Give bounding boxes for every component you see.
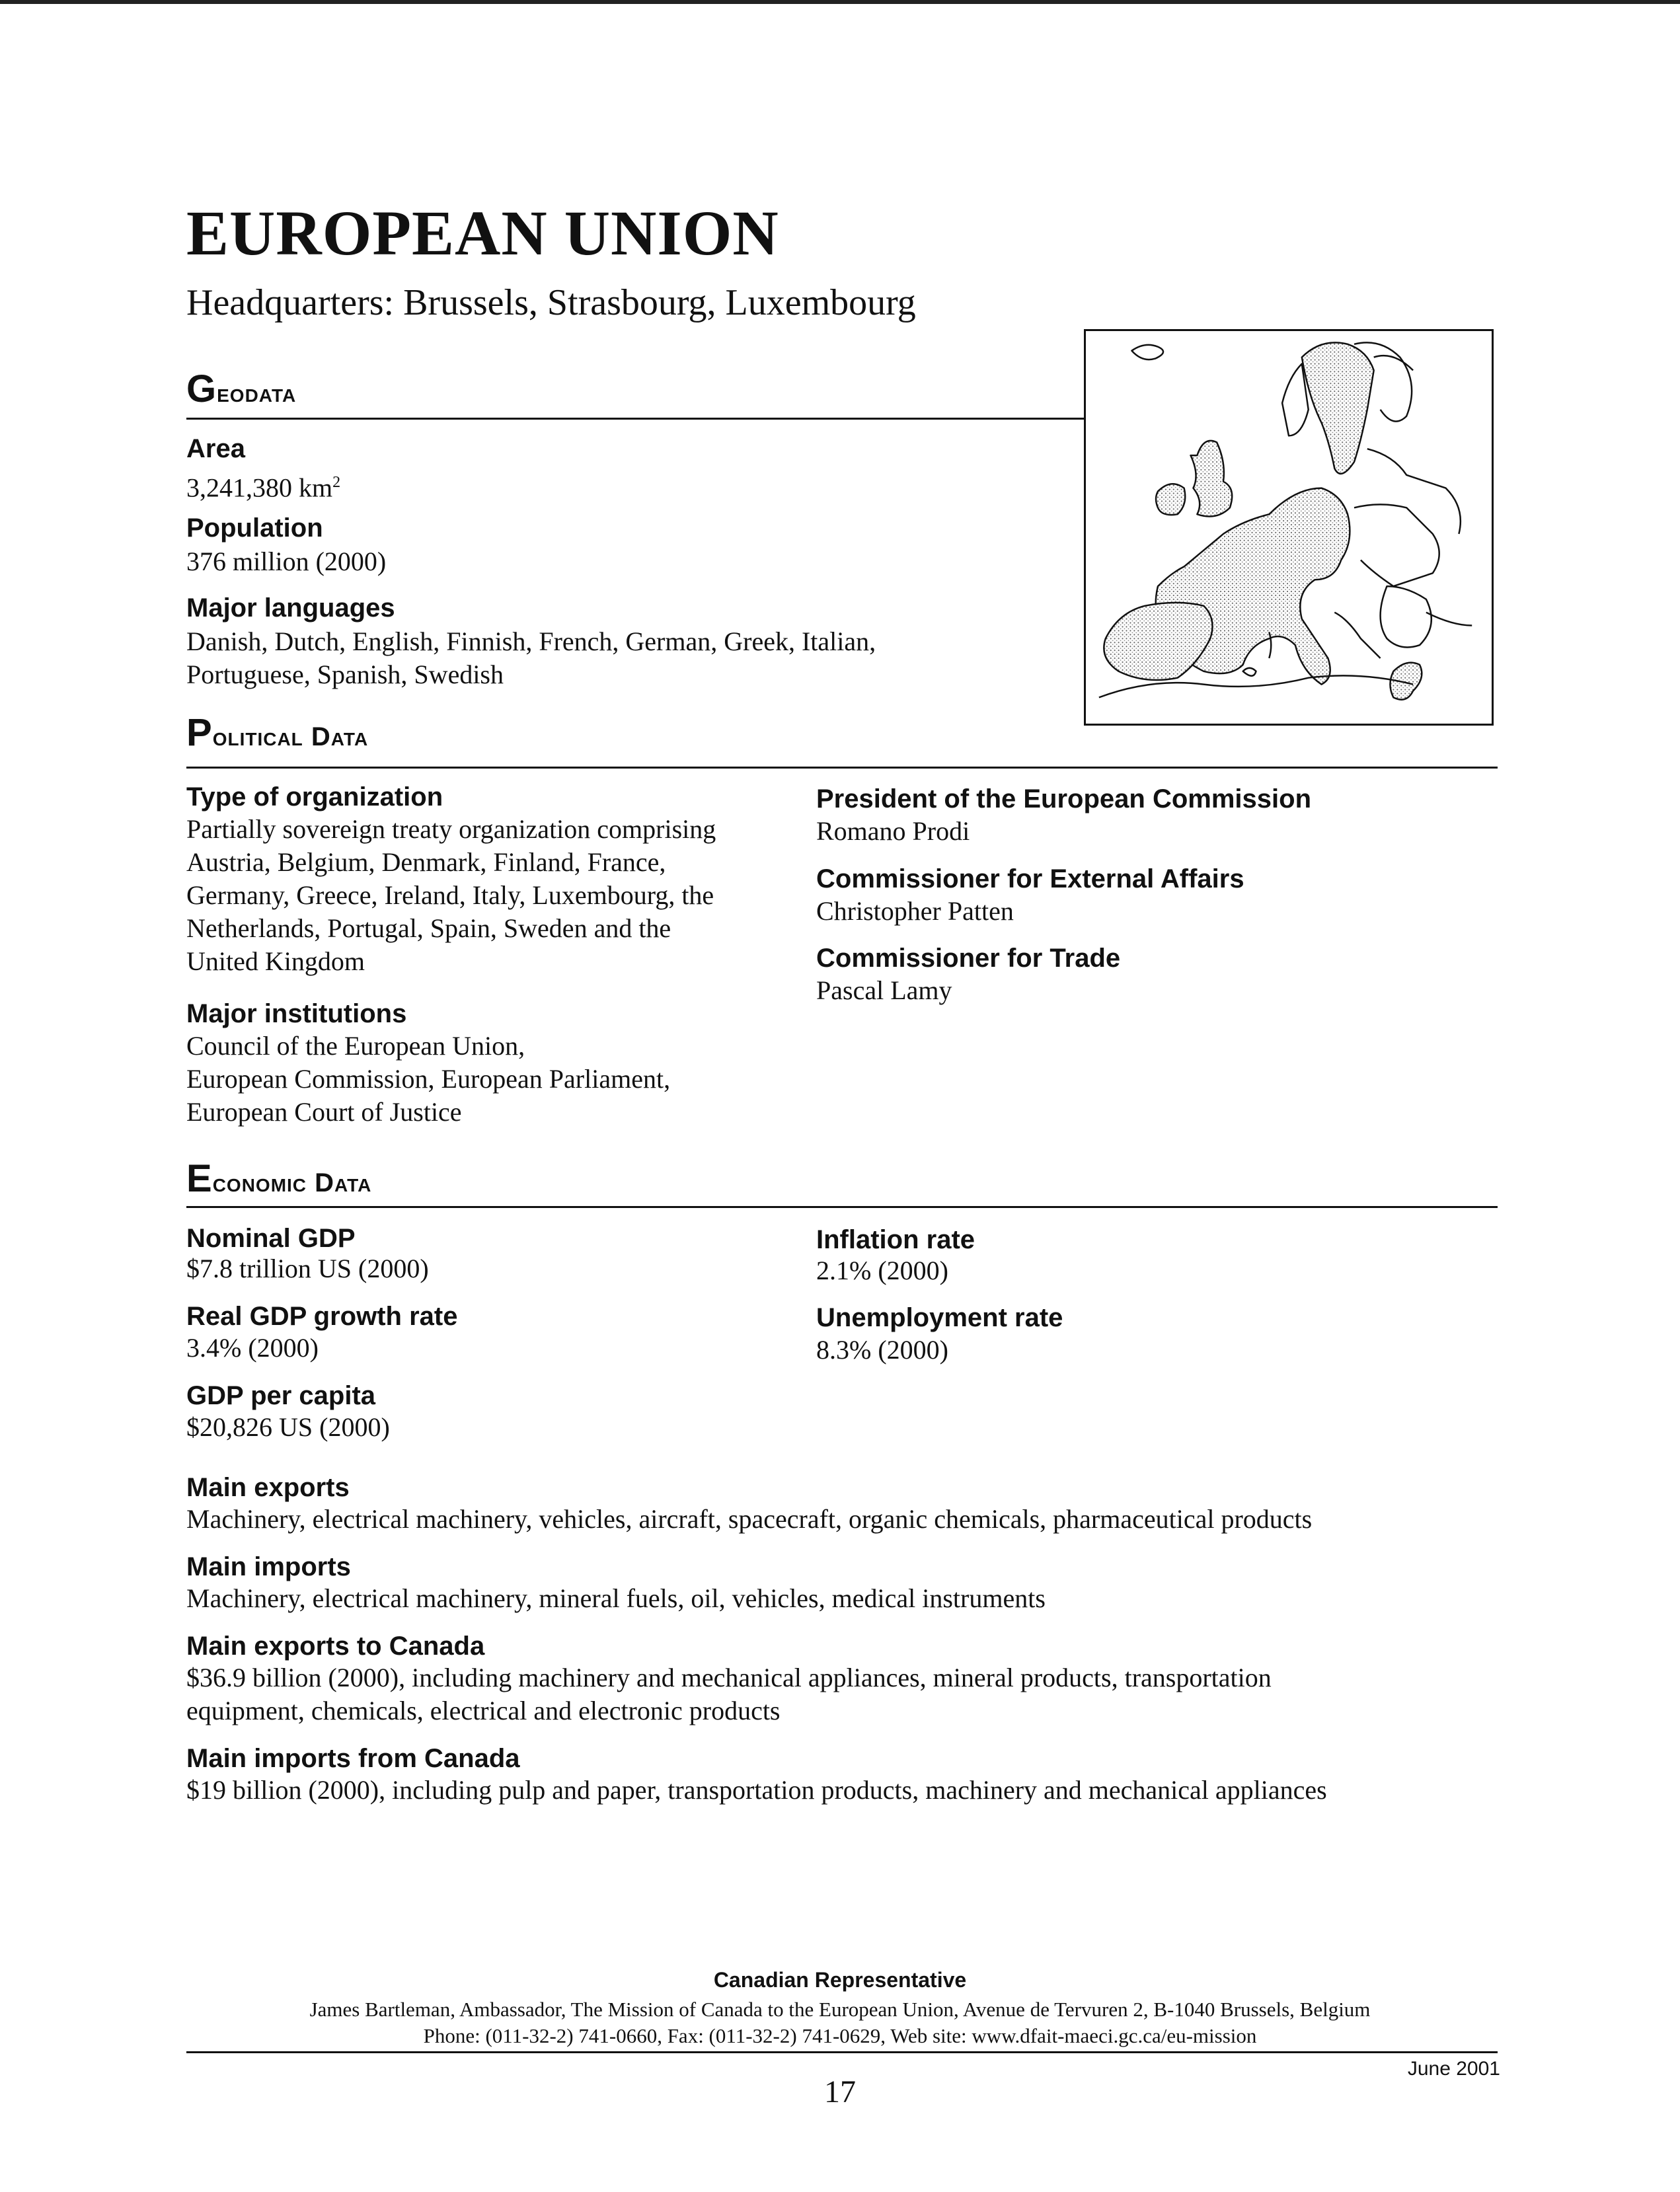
population-value: 376 million (2000) xyxy=(186,547,387,576)
institutions-line1: Council of the European Union, xyxy=(186,1031,525,1061)
imports-value: Machinery, electrical machinery, mineral fuels, oil, vehicles, medical instruments xyxy=(186,1583,1046,1613)
org-type-line3: Germany, Greece, Ireland, Italy, Luxembourg, the xyxy=(186,880,714,910)
geodata-rule xyxy=(186,418,1085,420)
languages-value-line2: Portuguese, Spanish, Swedish xyxy=(186,660,504,689)
political-rule xyxy=(186,767,1498,769)
growth-label: Real GDP growth rate xyxy=(186,1302,458,1331)
footer-rule xyxy=(186,2051,1498,2053)
trade-label: Commissioner for Trade xyxy=(816,944,1121,973)
org-type-line5: United Kingdom xyxy=(186,946,365,976)
nominal-gdp-value: $7.8 trillion US (2000) xyxy=(186,1254,429,1283)
economic-heading: Economic Data xyxy=(186,1157,372,1200)
page-number: 17 xyxy=(824,2074,856,2109)
org-type-line1: Partially sovereign treaty organization comprising xyxy=(186,814,716,844)
inflation-label: Inflation rate xyxy=(816,1225,975,1254)
president-value: Romano Prodi xyxy=(816,816,970,846)
nominal-gdp-label: Nominal GDP xyxy=(186,1224,356,1253)
institutions-line2: European Commission, European Parliament, xyxy=(186,1064,671,1094)
political-heading: Political Data xyxy=(186,711,369,754)
org-type-label: Type of organization xyxy=(186,782,443,812)
exports-to-canada-label: Main exports to Canada xyxy=(186,1632,485,1661)
trade-value: Pascal Lamy xyxy=(816,975,952,1005)
economic-rule xyxy=(186,1206,1498,1208)
europe-map-graphic xyxy=(1086,331,1492,724)
inflation-value: 2.1% (2000) xyxy=(816,1256,948,1285)
page-top-border xyxy=(0,0,1680,4)
area-label: Area xyxy=(186,434,245,463)
page-subtitle: Headquarters: Brussels, Strasbourg, Luxembourg xyxy=(186,282,916,323)
languages-label: Major languages xyxy=(186,593,395,623)
per-capita-label: GDP per capita xyxy=(186,1381,376,1410)
exports-label: Main exports xyxy=(186,1473,350,1502)
institutions-label: Major institutions xyxy=(186,999,407,1028)
president-label: President of the European Commission xyxy=(816,784,1312,813)
org-type-line4: Netherlands, Portugal, Spain, Sweden and the xyxy=(186,913,671,943)
unemployment-label: Unemployment rate xyxy=(816,1303,1063,1332)
exports-value: Machinery, electrical machinery, vehicles, aircraft, spacecraft, organic chemicals, pharmaceutical products xyxy=(186,1504,1313,1534)
imports-label: Main imports xyxy=(186,1552,351,1581)
imports-from-canada-label: Main imports from Canada xyxy=(186,1744,520,1773)
footer-address: James Bartleman, Ambassador, The Mission of Canada to the European Union, Avenue de Tervuren 2, B-1040 Brussels, Belgium xyxy=(309,1998,1371,2021)
page-title: EUROPEAN UNION xyxy=(186,198,779,268)
europe-map xyxy=(1084,329,1494,726)
geodata-heading: Geodata xyxy=(186,367,297,410)
imports-from-canada-value: $19 billion (2000), including pulp and paper, transportation products, machinery and mechanical appliances xyxy=(186,1775,1327,1805)
unemployment-value: 8.3% (2000) xyxy=(816,1335,948,1365)
footer-date: June 2001 xyxy=(1407,2058,1500,2080)
org-type-line2: Austria, Belgium, Denmark, Finland, France, xyxy=(186,847,666,877)
area-value: 3,241,380 $km^2$ xyxy=(186,472,341,503)
exports-to-canada-line2: equipment, chemicals, electrical and electronic products xyxy=(186,1696,781,1725)
external-affairs-label: Commissioner for External Affairs xyxy=(816,864,1244,893)
institutions-line3: European Court of Justice xyxy=(186,1097,462,1127)
growth-value: 3.4% (2000) xyxy=(186,1333,319,1363)
footer-contact: Phone: (011-32-2) 741-0660, Fax: (011-32-2) 741-0629, Web site: www.dfait-maeci.gc.ca/eu-mission xyxy=(423,2024,1257,2047)
languages-value-line1: Danish, Dutch, English, Finnish, French, German, Greek, Italian, xyxy=(186,626,876,656)
footer-title: Canadian Representative xyxy=(713,1968,967,1992)
external-affairs-value: Christopher Patten xyxy=(816,896,1014,926)
exports-to-canada-line1: $36.9 billion (2000), including machinery and mechanical appliances, mineral products, transportation xyxy=(186,1663,1272,1692)
per-capita-value: $20,826 US (2000) xyxy=(186,1412,390,1442)
population-label: Population xyxy=(186,513,323,543)
